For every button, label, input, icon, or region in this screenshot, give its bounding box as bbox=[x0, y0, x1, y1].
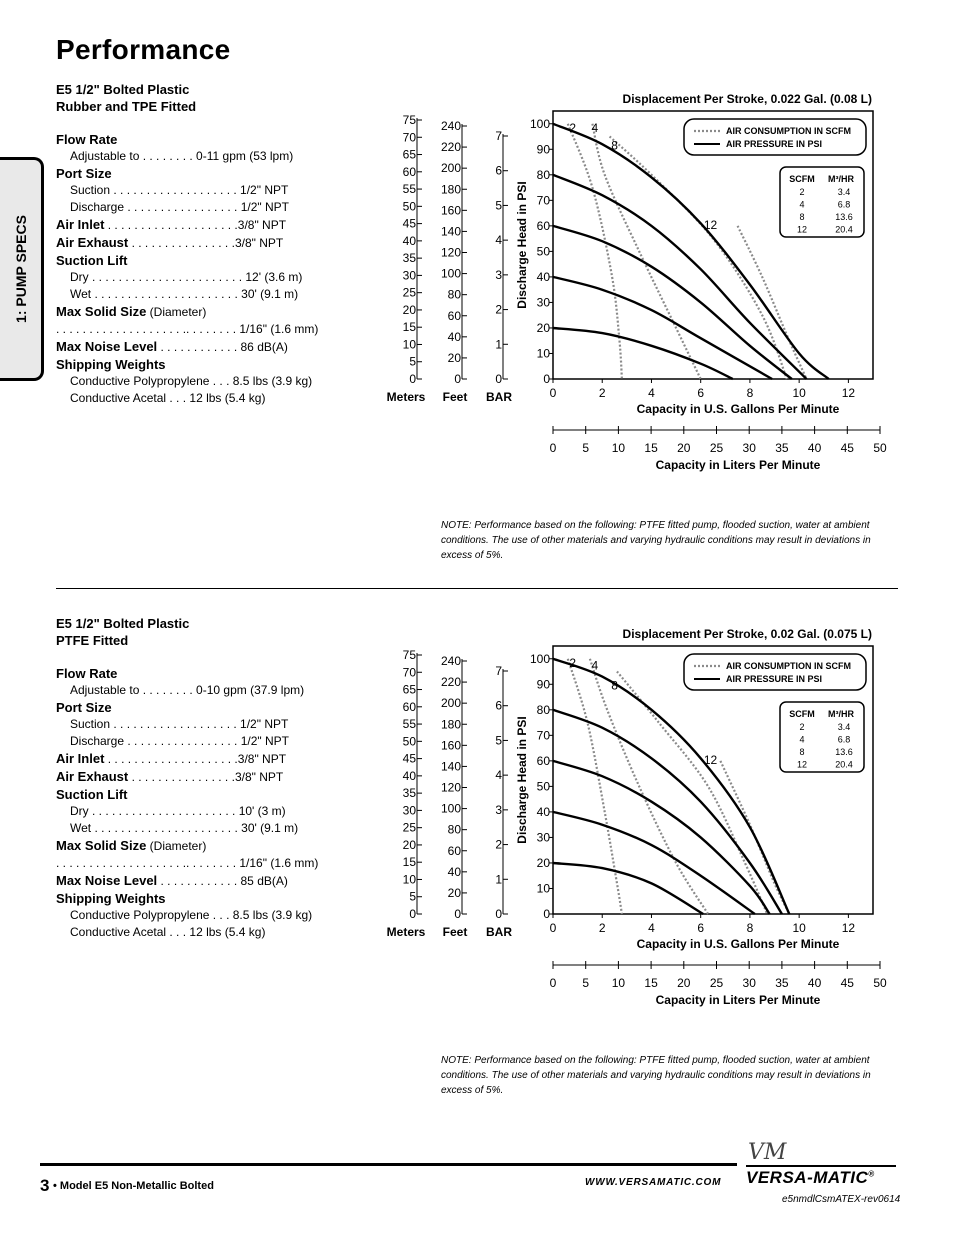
psi-tick-label: 60 bbox=[536, 753, 550, 768]
psi-tick-label: 100 bbox=[529, 651, 550, 666]
port-size-label: Port Size bbox=[56, 166, 112, 181]
y-axis-label: Discharge Head in PSI bbox=[515, 181, 529, 309]
lpm-tick-label: 10 bbox=[611, 976, 626, 990]
scale-tick-label: 5 bbox=[495, 733, 502, 748]
legend-pressure-label: AIR PRESSURE IN PSI bbox=[726, 139, 823, 149]
performance-chart-2 bbox=[380, 620, 900, 1020]
suction-lift-dry: Dry . . . . . . . . . . . . . . . . . . . . . . 10' (3 m) bbox=[70, 804, 286, 818]
scale-tick-label: 2 bbox=[495, 837, 502, 852]
scale-tick-label: 200 bbox=[440, 161, 461, 176]
air-pressure-curve bbox=[553, 124, 829, 379]
port-size-label: Port Size bbox=[56, 700, 112, 715]
lpm-tick-label: 45 bbox=[840, 976, 854, 990]
scale-tick-label: 0 bbox=[409, 907, 416, 921]
scale-tick-label: 3 bbox=[495, 267, 502, 282]
scale-tick-label: 7 bbox=[495, 664, 502, 678]
lpm-tick-label: 50 bbox=[873, 976, 887, 990]
scale-tick-label: 0 bbox=[454, 907, 461, 921]
legend-air-label: AIR CONSUMPTION IN SCFM bbox=[726, 126, 851, 136]
model-fitting: Rubber and TPE Fitted bbox=[56, 99, 197, 114]
scale-tick-label: 60 bbox=[447, 843, 461, 858]
discharge-port: Discharge . . . . . . . . . . . . . . . . . 1/2" NPT bbox=[70, 200, 289, 214]
legend-pressure-label: AIR PRESSURE IN PSI bbox=[726, 674, 823, 684]
shipping-acetal: Conductive Acetal . . . 12 lbs (5.4 kg) bbox=[70, 391, 266, 405]
performance-chart-1 bbox=[380, 85, 900, 485]
scale-tick-label: 25 bbox=[402, 820, 416, 835]
conversion-m3-value: 13.6 bbox=[835, 747, 853, 757]
scale-tick-label: 25 bbox=[402, 285, 416, 300]
discharge-port: Discharge . . . . . . . . . . . . . . . . . 1/2" NPT bbox=[70, 734, 289, 748]
spec-block-2 bbox=[56, 615, 319, 941]
scale-tick-label: 20 bbox=[402, 302, 416, 317]
air-inlet-label: Air Inlet bbox=[56, 751, 105, 766]
scale-tick-label: 50 bbox=[402, 734, 416, 749]
suction-lift-label: Suction Lift bbox=[56, 253, 128, 268]
max-solid-label: Max Solid Size bbox=[56, 304, 147, 319]
psi-tick-label: 10 bbox=[536, 881, 550, 896]
chart-title: Displacement Per Stroke, 0.022 Gal. (0.08 L) bbox=[622, 92, 872, 106]
flow-rate-label: Flow Rate bbox=[56, 666, 118, 681]
gpm-tick-label: 0 bbox=[549, 386, 557, 400]
psi-tick-label: 40 bbox=[536, 804, 550, 819]
scale-tick-label: 55 bbox=[402, 182, 416, 197]
x-axis-label-liters: Capacity in Liters Per Minute bbox=[655, 993, 821, 1007]
scale-label: Meters bbox=[386, 390, 426, 404]
conversion-m3-value: 13.6 bbox=[835, 212, 853, 222]
scale-tick-label: 100 bbox=[440, 266, 461, 281]
scfm-curve-label: 4 bbox=[591, 658, 599, 673]
air-exhaust-value: . . . . . . . . . . . . . . . .3/8" NPT bbox=[128, 770, 284, 784]
air-pressure-curve bbox=[553, 328, 733, 379]
scale-tick-label: 70 bbox=[402, 130, 416, 145]
scale-tick-label: 65 bbox=[402, 147, 416, 162]
scale-tick-label: 80 bbox=[447, 287, 461, 302]
scale-tick-label: 5 bbox=[495, 198, 502, 213]
scfm-curve-label: 8 bbox=[611, 138, 618, 153]
gpm-tick-label: 4 bbox=[648, 386, 655, 400]
lpm-tick-label: 25 bbox=[709, 441, 724, 455]
scale-tick-label: 50 bbox=[402, 199, 416, 214]
air-exhaust-label: Air Exhaust bbox=[56, 235, 129, 250]
psi-tick-label: 50 bbox=[536, 779, 550, 794]
document-code: e5nmdlCsmATEX-rev0614 bbox=[782, 1194, 901, 1205]
scale-tick-label: 40 bbox=[402, 768, 416, 783]
gpm-tick-label: 2 bbox=[598, 386, 606, 400]
suction-port: Suction . . . . . . . . . . . . . . . . . . . 1/2" NPT bbox=[70, 183, 289, 197]
scfm-curve-label: 8 bbox=[611, 678, 618, 693]
psi-tick-label: 20 bbox=[536, 320, 550, 335]
scale-tick-label: 15 bbox=[402, 855, 416, 870]
air-exhaust-value: . . . . . . . . . . . . . . . .3/8" NPT bbox=[128, 236, 284, 250]
flow-rate-value: Adjustable to . . . . . . . . 0-11 gpm (53 lpm) bbox=[70, 149, 294, 163]
scale-tick-label: 3 bbox=[495, 802, 502, 817]
lpm-tick-label: 15 bbox=[644, 976, 658, 990]
model-title: E5 1/2" Bolted Plastic bbox=[56, 616, 190, 631]
conversion-scfm-value: 12 bbox=[796, 224, 808, 235]
scale-tick-label: 30 bbox=[402, 803, 416, 818]
scale-tick-label: 7 bbox=[495, 129, 502, 143]
conversion-header-m3: M³/HR bbox=[828, 709, 854, 719]
max-solid-label: Max Solid Size bbox=[56, 838, 147, 853]
psi-tick-label: 80 bbox=[536, 702, 550, 717]
air-consumption-curve bbox=[592, 124, 700, 379]
logo-script-mark: VM bbox=[748, 1140, 787, 1165]
conversion-m3-value: 3.4 bbox=[837, 722, 851, 732]
air-pressure-curve bbox=[553, 277, 772, 379]
scale-tick-label: 30 bbox=[402, 268, 416, 283]
conversion-m3-value: 6.8 bbox=[837, 734, 851, 745]
air-pressure-curve bbox=[553, 812, 755, 914]
psi-tick-label: 50 bbox=[536, 244, 550, 259]
brand-name: VERSA-MATIC bbox=[746, 1168, 869, 1187]
footer-rule bbox=[40, 1163, 737, 1166]
scale-tick-label: 70 bbox=[402, 665, 416, 680]
gpm-tick-label: 6 bbox=[697, 921, 705, 935]
noise-label: Max Noise Level bbox=[56, 339, 158, 354]
scfm-curve-label: 2 bbox=[569, 120, 577, 135]
conversion-header-scfm: SCFM bbox=[789, 709, 815, 719]
psi-tick-label: 10 bbox=[536, 346, 550, 361]
psi-tick-label: 90 bbox=[536, 142, 550, 157]
scale-tick-label: 10 bbox=[402, 337, 416, 352]
air-inlet-value: . . . . . . . . . . . . . . . . . . . .3/8" NPT bbox=[104, 752, 287, 766]
max-solid-value: . . . . . . . . . . . . . . . . . . . .. . . . . . . . 1/16" (1.6 mm) bbox=[56, 856, 319, 870]
chart-legend bbox=[684, 119, 866, 155]
lpm-tick-label: 15 bbox=[644, 441, 658, 455]
lpm-tick-label: 40 bbox=[807, 441, 822, 455]
scale-tick-label: 180 bbox=[440, 182, 461, 197]
scale-tick-label: 40 bbox=[447, 329, 461, 344]
scale-tick-label: 60 bbox=[447, 308, 461, 323]
scale-tick-label: 240 bbox=[440, 119, 461, 133]
lpm-tick-label: 40 bbox=[807, 976, 822, 990]
shipping-label: Shipping Weights bbox=[56, 357, 166, 372]
scale-tick-label: 240 bbox=[440, 654, 461, 668]
conversion-m3-value: 20.4 bbox=[835, 224, 853, 235]
page-number: 3 bbox=[40, 1176, 50, 1195]
scale-tick-label: 6 bbox=[495, 698, 502, 713]
scale-label: BAR bbox=[486, 390, 512, 404]
air-exhaust-label: Air Exhaust bbox=[56, 769, 129, 784]
air-consumption-curve bbox=[568, 659, 622, 914]
scale-tick-label: 0 bbox=[454, 372, 461, 386]
scale-tick-label: 60 bbox=[402, 699, 416, 714]
air-consumption-curve bbox=[738, 226, 807, 379]
scale-tick-label: 35 bbox=[402, 786, 416, 801]
scale-tick-label: 65 bbox=[402, 682, 416, 697]
scale-tick-label: 20 bbox=[402, 837, 416, 852]
max-solid-note: (Diameter) bbox=[149, 839, 207, 853]
legend-air-label: AIR CONSUMPTION IN SCFM bbox=[726, 661, 851, 671]
scale-tick-label: 140 bbox=[440, 224, 461, 239]
air-pressure-curve bbox=[553, 761, 770, 914]
scale-tick-label: 220 bbox=[440, 140, 461, 155]
x-axis-label-liters: Capacity in Liters Per Minute bbox=[655, 458, 821, 472]
lpm-tick-label: 50 bbox=[873, 441, 887, 455]
conversion-scfm-value: 4 bbox=[799, 199, 805, 210]
gpm-tick-label: 10 bbox=[792, 386, 806, 400]
scale-tick-label: 180 bbox=[440, 717, 461, 732]
scfm-curve-label: 2 bbox=[569, 655, 577, 670]
lpm-tick-label: 25 bbox=[709, 976, 724, 990]
lpm-tick-label: 20 bbox=[677, 976, 691, 990]
lpm-tick-label: 10 bbox=[611, 441, 626, 455]
scale-tick-label: 100 bbox=[440, 801, 461, 816]
scfm-curve-label: 12 bbox=[703, 217, 718, 232]
scale-tick-label: 2 bbox=[495, 302, 502, 317]
scale-tick-label: 6 bbox=[495, 163, 502, 178]
model-title: E5 1/2" Bolted Plastic bbox=[56, 82, 190, 97]
air-consumption-curve bbox=[590, 659, 708, 914]
psi-tick-label: 30 bbox=[536, 830, 550, 845]
psi-tick-label: 100 bbox=[529, 116, 550, 131]
scale-tick-label: 45 bbox=[402, 216, 416, 231]
scale-tick-label: 120 bbox=[440, 245, 461, 260]
scale-tick-label: 45 bbox=[402, 751, 416, 766]
suction-lift-label: Suction Lift bbox=[56, 787, 128, 802]
air-consumption-curve bbox=[568, 124, 622, 379]
lpm-tick-label: 5 bbox=[582, 441, 590, 455]
lpm-tick-label: 30 bbox=[742, 441, 756, 455]
air-inlet-label: Air Inlet bbox=[56, 217, 105, 232]
scale-tick-label: 120 bbox=[440, 780, 461, 795]
suction-lift-wet: Wet . . . . . . . . . . . . . . . . . . . . . . 30' (9.1 m) bbox=[70, 821, 299, 835]
psi-tick-label: 70 bbox=[536, 193, 550, 208]
scale-tick-label: 0 bbox=[495, 907, 502, 921]
scale-tick-label: 75 bbox=[402, 648, 416, 662]
psi-tick-label: 30 bbox=[536, 295, 550, 310]
spec-block-1 bbox=[56, 81, 319, 407]
air-pressure-curve bbox=[553, 659, 789, 914]
scfm-curve-label: 12 bbox=[703, 752, 718, 767]
psi-tick-label: 40 bbox=[536, 269, 550, 284]
lpm-tick-label: 20 bbox=[677, 441, 691, 455]
gpm-tick-label: 2 bbox=[598, 921, 606, 935]
chart-title: Displacement Per Stroke, 0.02 Gal. (0.075 L) bbox=[622, 627, 872, 641]
scale-tick-label: 35 bbox=[402, 251, 416, 266]
flow-rate-label: Flow Rate bbox=[56, 132, 118, 147]
conversion-m3-value: 3.4 bbox=[837, 187, 851, 197]
max-solid-value: . . . . . . . . . . . . . . . . . . . .. . . . . . . . 1/16" (1.6 mm) bbox=[56, 322, 319, 336]
lpm-tick-label: 35 bbox=[775, 441, 789, 455]
suction-port: Suction . . . . . . . . . . . . . . . . . . . 1/2" NPT bbox=[70, 717, 289, 731]
scale-tick-label: 60 bbox=[402, 164, 416, 179]
psi-tick-label: 0 bbox=[543, 372, 550, 386]
gpm-tick-label: 10 bbox=[792, 921, 806, 935]
performance-note: NOTE: Performance based on the following: PTFE fitted pump, flooded suction, water at ambient conditions. The use of other materials and varying hydraulic conditions may result in deviations in excess of 5%. bbox=[441, 1055, 871, 1096]
scale-tick-label: 20 bbox=[447, 885, 461, 900]
scale-tick-label: 10 bbox=[402, 872, 416, 887]
scale-tick-label: 5 bbox=[409, 889, 416, 904]
conversion-scfm-value: 8 bbox=[799, 747, 805, 757]
lpm-tick-label: 0 bbox=[549, 976, 557, 990]
psi-tick-label: 60 bbox=[536, 218, 550, 233]
conversion-scfm-value: 2 bbox=[799, 722, 805, 732]
lpm-tick-label: 45 bbox=[840, 441, 854, 455]
gpm-tick-label: 0 bbox=[549, 921, 557, 935]
conversion-scfm-value: 8 bbox=[799, 212, 805, 222]
lpm-tick-label: 35 bbox=[775, 976, 789, 990]
psi-tick-label: 20 bbox=[536, 855, 550, 870]
conversion-scfm-value: 12 bbox=[796, 759, 808, 770]
air-pressure-curve bbox=[553, 175, 807, 379]
scale-tick-label: 140 bbox=[440, 759, 461, 774]
scale-tick-label: 40 bbox=[447, 864, 461, 879]
y-axis-label: Discharge Head in PSI bbox=[515, 716, 529, 844]
brand-logo bbox=[746, 1168, 875, 1188]
scale-tick-label: 4 bbox=[495, 233, 502, 248]
air-inlet-value: . . . . . . . . . . . . . . . . . . . .3/8" NPT bbox=[104, 218, 287, 232]
shipping-label: Shipping Weights bbox=[56, 891, 166, 906]
page-title: Performance bbox=[56, 34, 231, 65]
scale-tick-label: 0 bbox=[409, 372, 416, 386]
scale-tick-label: 160 bbox=[440, 203, 461, 218]
performance-note: NOTE: Performance based on the following: PTFE fitted pump, flooded suction, water at ambient conditions. The use of other materials and varying hydraulic conditions may result in deviations in excess of 5%. bbox=[441, 520, 871, 561]
suction-lift-wet: Wet . . . . . . . . . . . . . . . . . . . . . . 30' (9.1 m) bbox=[70, 287, 299, 301]
lpm-tick-label: 5 bbox=[582, 976, 590, 990]
scale-tick-label: 20 bbox=[447, 350, 461, 365]
model-fitting: PTFE Fitted bbox=[56, 633, 129, 648]
x-axis-label: Capacity in U.S. Gallons Per Minute bbox=[636, 937, 840, 951]
conversion-scfm-value: 2 bbox=[799, 187, 805, 197]
scale-label: Feet bbox=[442, 390, 468, 404]
footer-model: • Model E5 Non-Metallic Bolted bbox=[53, 1180, 214, 1192]
conversion-header-scfm: SCFM bbox=[789, 174, 815, 184]
gpm-tick-label: 12 bbox=[841, 386, 856, 400]
noise-value: . . . . . . . . . . . . 86 dB(A) bbox=[157, 340, 288, 354]
scale-tick-label: 75 bbox=[402, 113, 416, 127]
scfm-curve-label: 4 bbox=[591, 120, 599, 135]
scale-tick-label: 80 bbox=[447, 822, 461, 837]
section-tab-label: 1: PUMP SPECS bbox=[12, 215, 29, 323]
gpm-tick-label: 12 bbox=[841, 921, 856, 935]
gpm-tick-label: 8 bbox=[746, 386, 754, 400]
shipping-polypropylene: Conductive Polypropylene . . . 8.5 lbs (3.9 kg) bbox=[70, 908, 313, 922]
scale-tick-label: 0 bbox=[495, 372, 502, 386]
psi-tick-label: 0 bbox=[543, 907, 550, 921]
section-divider bbox=[56, 588, 898, 589]
scale-tick-label: 160 bbox=[440, 738, 461, 753]
lpm-tick-label: 0 bbox=[549, 441, 557, 455]
psi-tick-label: 80 bbox=[536, 167, 550, 182]
logo-rule bbox=[746, 1165, 896, 1167]
shipping-acetal: Conductive Acetal . . . 12 lbs (5.4 kg) bbox=[70, 925, 266, 939]
scale-tick-label: 15 bbox=[402, 320, 416, 335]
registered-mark: ® bbox=[868, 1169, 875, 1179]
performance-chart-svg bbox=[380, 85, 900, 485]
scale-tick-label: 4 bbox=[495, 768, 502, 783]
suction-lift-dry: Dry . . . . . . . . . . . . . . . . . . . . . . . 12' (3.6 m) bbox=[70, 270, 303, 284]
air-pressure-curve bbox=[553, 863, 703, 914]
psi-tick-label: 70 bbox=[536, 728, 550, 743]
gpm-tick-label: 6 bbox=[697, 386, 705, 400]
scale-label: Feet bbox=[442, 925, 468, 939]
conversion-m3-value: 20.4 bbox=[835, 759, 853, 770]
scale-label: Meters bbox=[386, 925, 426, 939]
conversion-scfm-value: 4 bbox=[799, 734, 805, 745]
scale-tick-label: 1 bbox=[495, 337, 502, 352]
chart-legend bbox=[684, 654, 866, 690]
psi-tick-label: 90 bbox=[536, 677, 550, 692]
shipping-polypropylene: Conductive Polypropylene . . . 8.5 lbs (3.9 kg) bbox=[70, 374, 313, 388]
conversion-header-m3: M³/HR bbox=[828, 174, 854, 184]
scale-label: BAR bbox=[486, 925, 512, 939]
website-link[interactable]: WWW.VERSAMATIC.COM bbox=[585, 1177, 722, 1188]
gpm-tick-label: 4 bbox=[648, 921, 655, 935]
conversion-m3-value: 6.8 bbox=[837, 199, 851, 210]
scale-tick-label: 40 bbox=[402, 233, 416, 248]
gpm-tick-label: 8 bbox=[746, 921, 754, 935]
scale-tick-label: 1 bbox=[495, 872, 502, 887]
x-axis-label: Capacity in U.S. Gallons Per Minute bbox=[636, 402, 840, 416]
lpm-tick-label: 30 bbox=[742, 976, 756, 990]
scale-tick-label: 200 bbox=[440, 696, 461, 711]
flow-rate-value: Adjustable to . . . . . . . . 0-10 gpm (37.9 lpm) bbox=[70, 683, 305, 697]
scale-tick-label: 55 bbox=[402, 717, 416, 732]
noise-label: Max Noise Level bbox=[56, 873, 158, 888]
noise-value: . . . . . . . . . . . . 85 dB(A) bbox=[157, 874, 288, 888]
performance-chart-svg bbox=[380, 620, 900, 1020]
section-tab[interactable] bbox=[0, 157, 44, 381]
scale-tick-label: 5 bbox=[409, 354, 416, 369]
air-pressure-curve bbox=[553, 226, 792, 379]
max-solid-note: (Diameter) bbox=[149, 305, 207, 319]
scale-tick-label: 220 bbox=[440, 675, 461, 690]
